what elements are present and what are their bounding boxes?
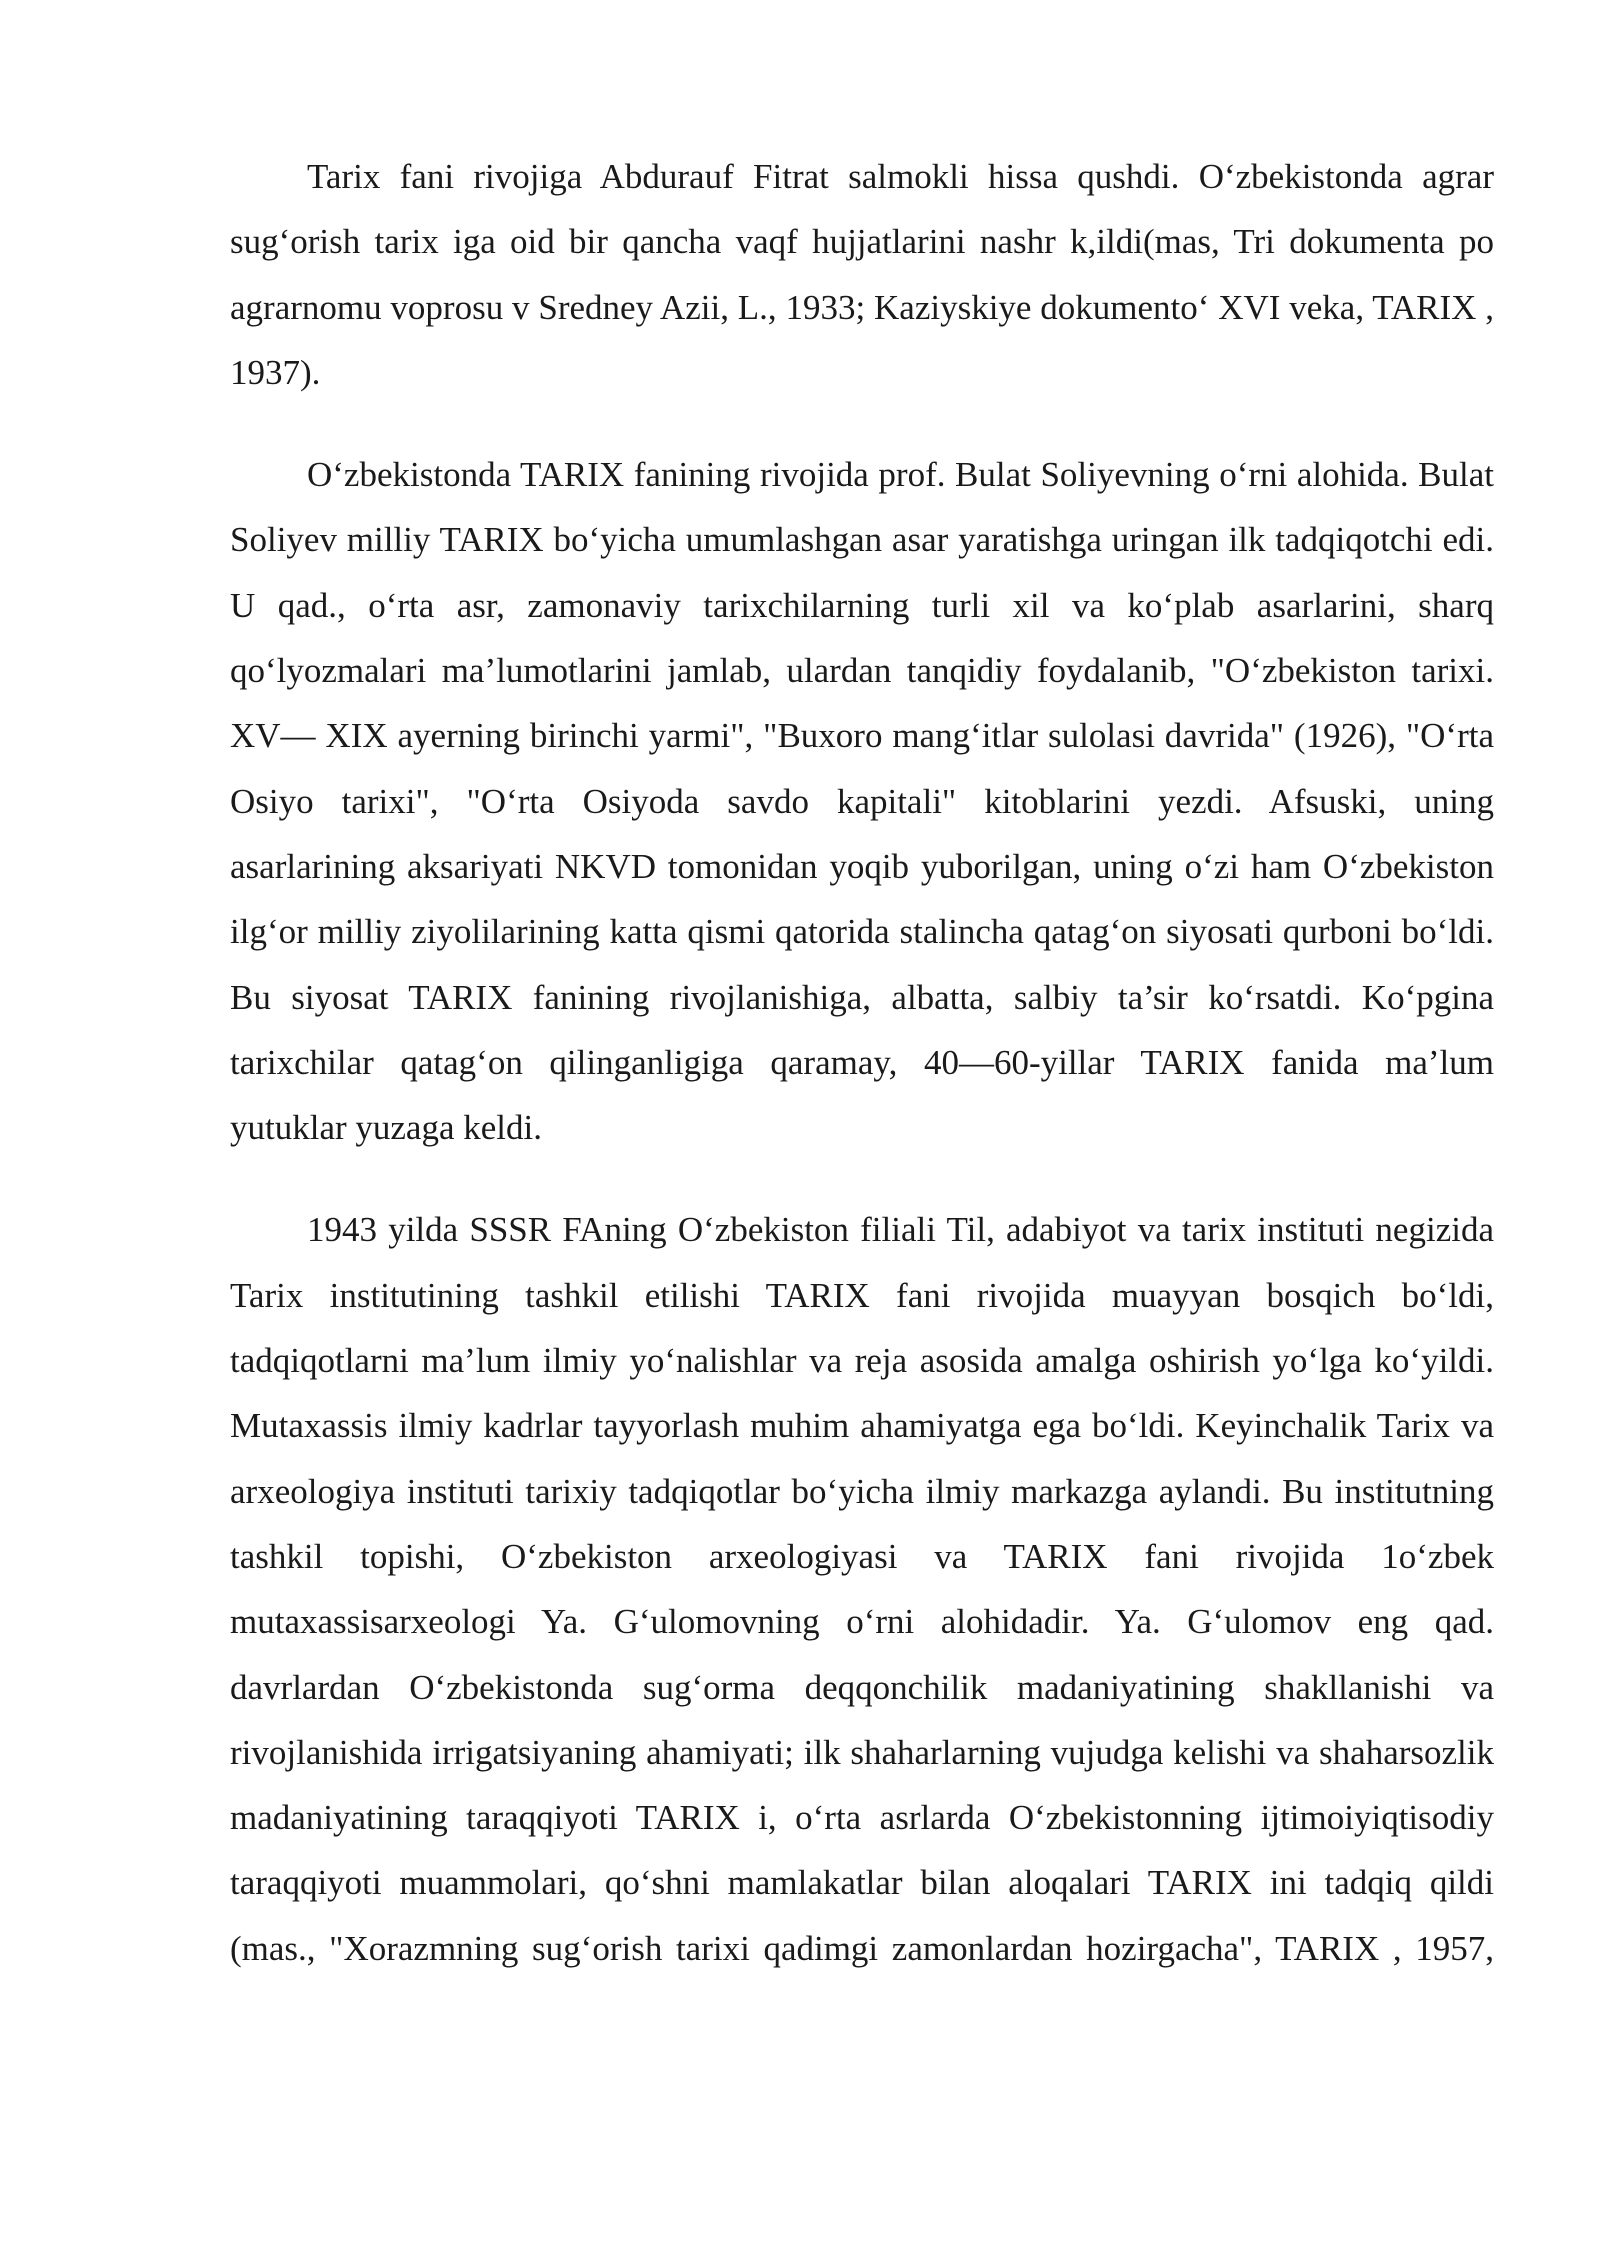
paragraph-institute: 1943 yilda SSSR FAning O‘zbekiston filiali Til, adabiyot va tarix instituti negizida Tarix institutining tashkil etilishi TARIX fani rivojida muayyan bosqich bo‘ldi, tadqiqotlarni ma’lum ilmiy yo‘nalishlar va reja asosida amalga oshirish yo‘lga ko‘yildi. Mutaxassis ilmiy kadrlar tayyorlash muhim ahamiyatga ega bo‘ldi. Keyinchalik Tarix va arxeologiya instituti tarixiy tadqiqotlar bo‘yicha ilmiy markazga aylandi. Bu institutning tashkil topishi, O‘zbekiston arxeologiyasi va TARIX fani rivojida 1o‘zbek mutaxassisarxeologi Ya. G‘ulomovning o‘rni alohidadir. Ya. G‘ulomov eng qad. davrlardan O‘zbekistonda sug‘orma deqqonchilik madaniyatining shakllanishi va rivojlanishida irrigatsiyaning ahamiyati; ilk shaharlarning vujudga kelishi va shaharsozlik madaniyatining taraqqiyoti TARIX i, o‘rta asrlarda O‘zbekistonning ijtimoiyiqtisodiy taraqqiyoti muammolari, qo‘shni mamlakatlar bilan aloqalari TARIX ini tadqiq qildi (mas., "Xorazmning sug‘orish tarixi qadimgi zamonlardan hozirgacha", TARIX , 1957, <box>230 1210 1494 1968</box>
document-body <box>230 144 1494 1981</box>
paragraph-soliyev: O‘zbekistonda TARIX fanining rivojida prof. Bulat Soliyevning o‘rni alohida. Bulat Soliyev milliy TARIX bo‘yicha umumlashgan asar yaratishga uringan ilk tadqiqotchi edi. U qad., o‘rta asr, zamonaviy tarixchilarning turli xil va ko‘plab asarlarini, sharq qo‘lyozmalari ma’lumotlarini jamlab, ulardan tanqidiy foydalanib, "O‘zbekiston tarixi. XV— XIX ayerning birinchi yarmi", "Buxoro mang‘itlar sulolasi davrida" (1926), "O‘rta Osiyo tarixi", "O‘rta Osiyoda savdo kapitali" kitoblarini yezdi. Afsuski, uning asarlarining aksariyati NKVD tomonidan yoqib yuborilgan, uning o‘zi ham O‘zbekiston ilg‘or milliy ziyolilarining katta qismi qatorida stalincha qatag‘on siyosati qurboni bo‘ldi. Bu siyosat TARIX fanining rivojlanishiga, albatta, salbiy ta’sir ko‘rsatdi. Ko‘pgina tarixchilar qatag‘on qilinganligiga qaramay, 40—60-yillar TARIX fanida ma’lum yutuklar yuzaga keldi. <box>230 455 1494 1148</box>
paragraph-fitrat: Tarix fani rivojiga Abdurauf Fitrat salmokli hissa qushdi. O‘zbekistonda agrar sug‘orish tarix iga oid bir qancha vaqf hujjatlarini nashr k,ildi(mas, Tri dokumenta po agrarnomu voprosu v Sredney Azii, L., 1933; Kaziyskiye dokumento‘ XVI veka, TARIX , 1937). <box>230 157 1494 392</box>
